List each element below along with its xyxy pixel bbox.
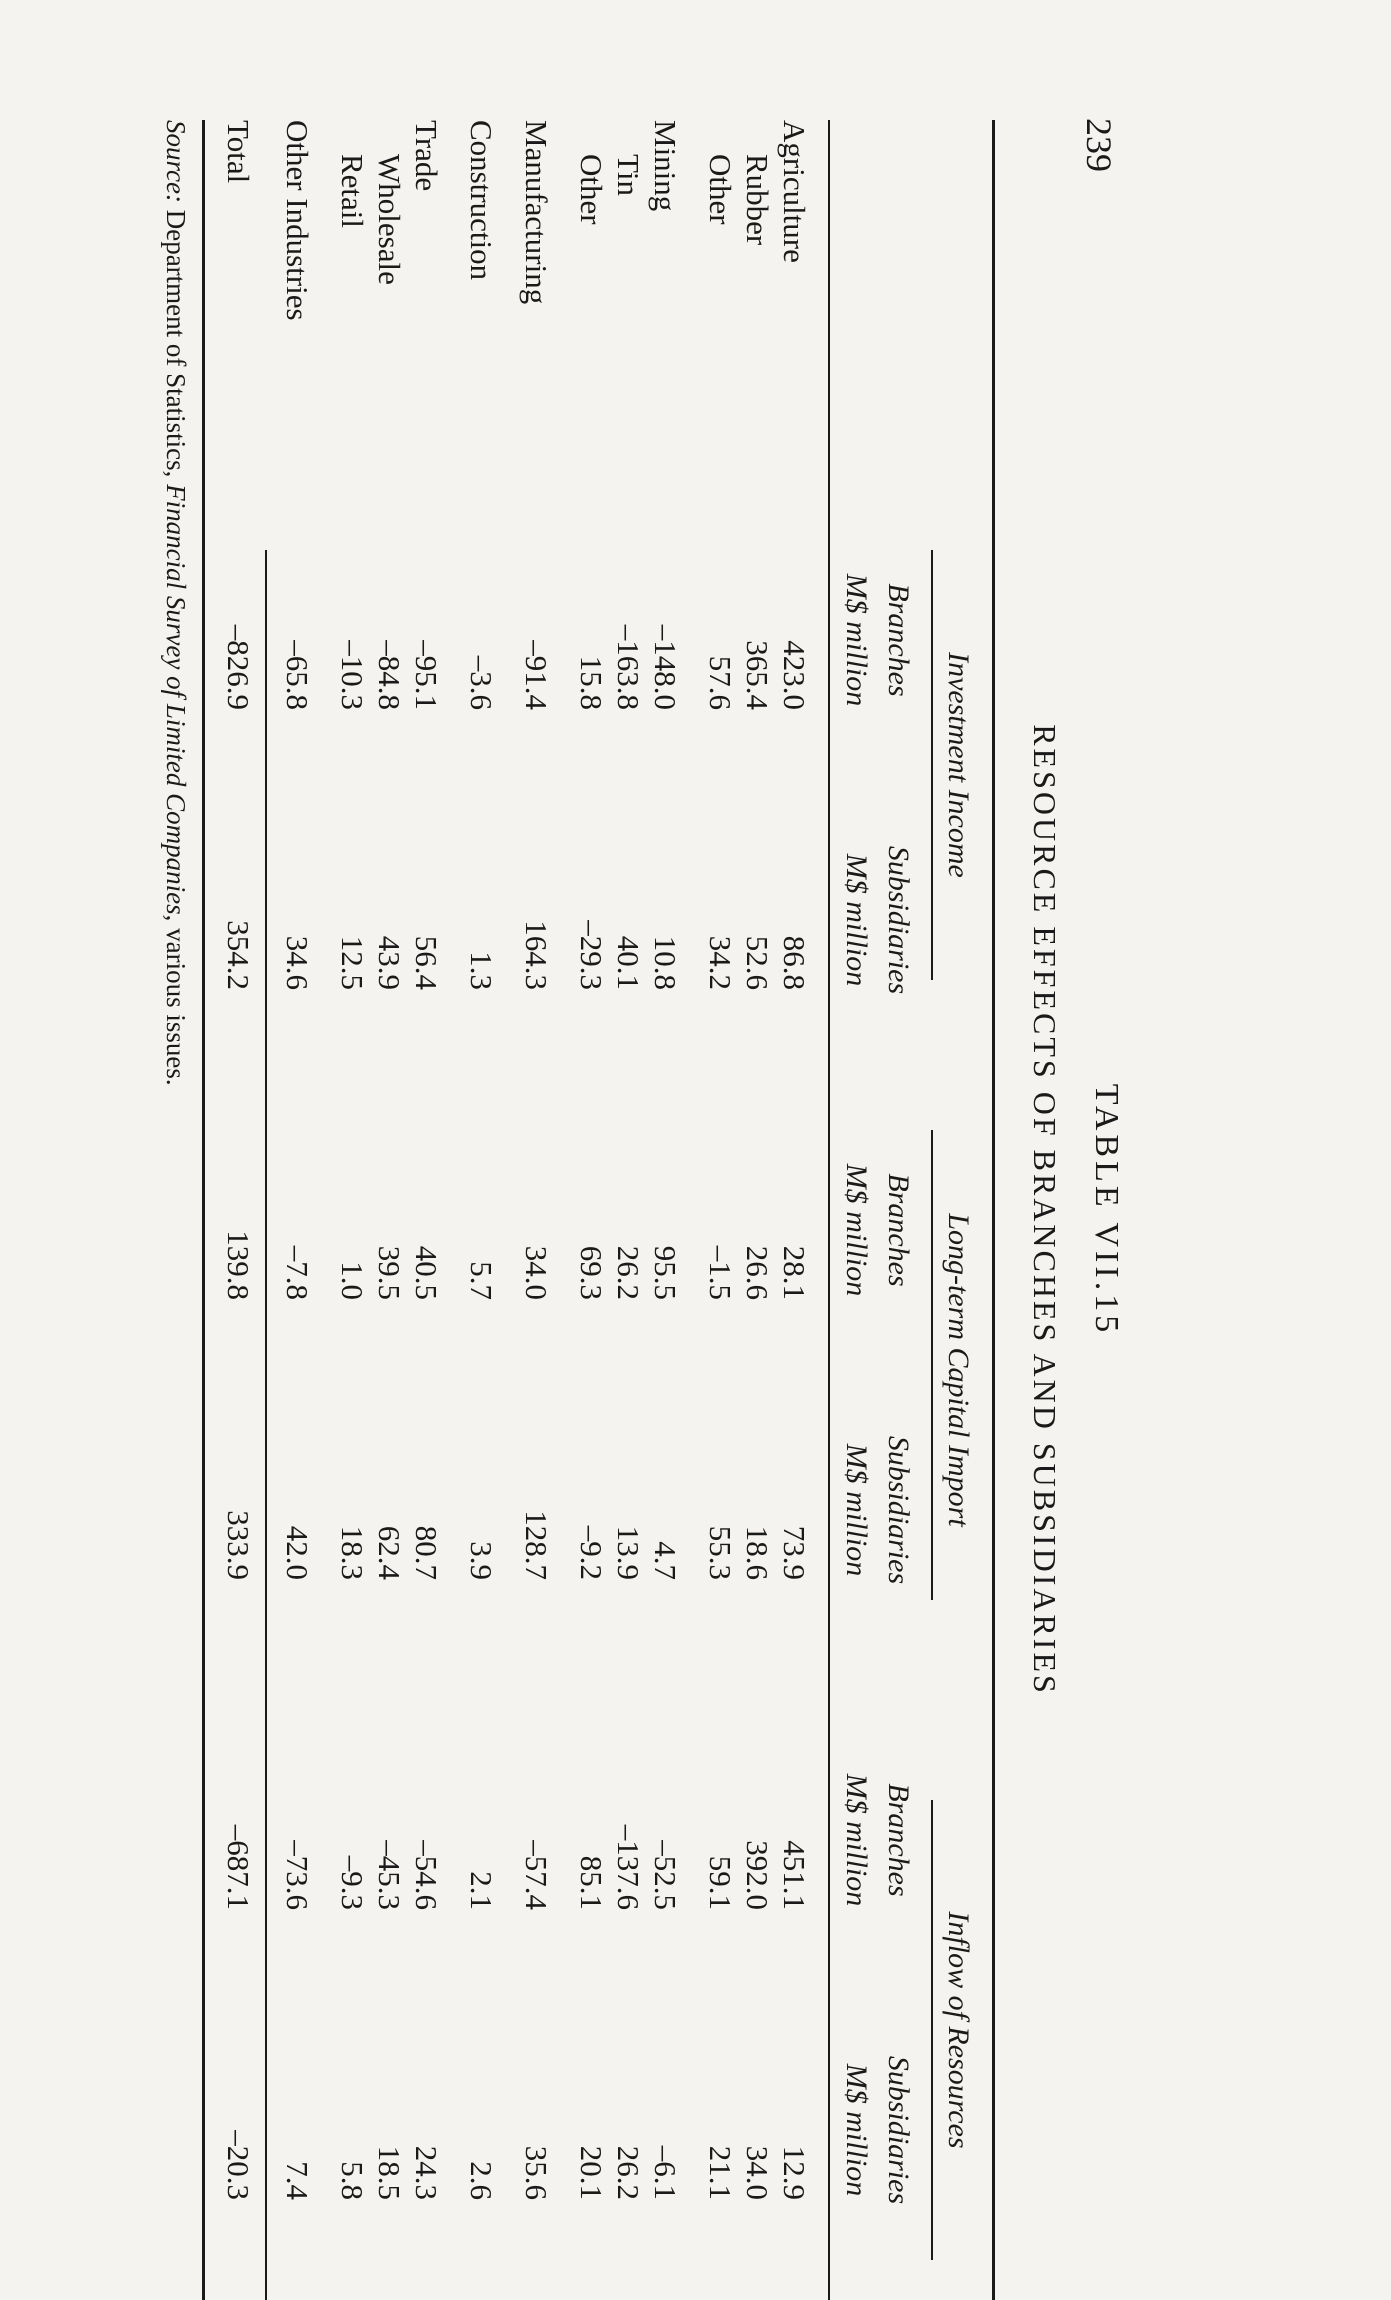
cell-value: 80.7 xyxy=(409,1525,444,1580)
cell-value: 21.1 xyxy=(703,2145,738,2200)
cell-value: –9.3 xyxy=(335,1855,370,1910)
cell-value: 52.6 xyxy=(740,935,775,990)
cell-value: 26.6 xyxy=(740,1245,775,1300)
cell-value: –84.8 xyxy=(372,640,407,710)
cell-value: –148.0 xyxy=(648,624,683,710)
row-label: Manufacturing xyxy=(519,120,554,305)
cell-value: 20.1 xyxy=(574,2145,609,2200)
subheader-unit-6: M$ million xyxy=(840,2063,873,2197)
subheader-type-4: Subsidiaries xyxy=(882,1435,915,1585)
subheader-unit-4: M$ million xyxy=(840,1443,873,1577)
subheader-unit-2: M$ million xyxy=(840,853,873,987)
cell-value: 7.4 xyxy=(280,2161,315,2200)
cell-value: 139.8 xyxy=(221,1230,256,1300)
cell-value: 1.0 xyxy=(335,1261,370,1300)
cell-value: 15.8 xyxy=(574,655,609,710)
row-label: Total xyxy=(221,120,256,184)
row-label: Rubber xyxy=(740,154,775,246)
group-rule-2 xyxy=(931,1130,933,1600)
table-row xyxy=(220,120,257,2300)
cell-value: 43.9 xyxy=(372,935,407,990)
cell-value: 56.4 xyxy=(409,935,444,990)
cell-value: 4.7 xyxy=(648,1541,683,1580)
cell-value: 34.0 xyxy=(740,2145,775,2200)
cell-value: 18.5 xyxy=(372,2145,407,2200)
cell-value: 10.8 xyxy=(648,935,683,990)
table-row xyxy=(279,120,316,2300)
cell-value: 34.6 xyxy=(280,935,315,990)
cell-value: 55.3 xyxy=(703,1525,738,1580)
cell-value: 5.7 xyxy=(464,1261,499,1300)
bottom-rule xyxy=(202,120,205,2300)
cell-value: 18.3 xyxy=(335,1525,370,1580)
row-label: Agriculture xyxy=(777,120,812,263)
table-row xyxy=(573,120,610,2300)
group-rule-3 xyxy=(931,1800,933,2260)
row-label: Other Industries xyxy=(280,120,315,321)
cell-value: –6.1 xyxy=(648,2145,683,2200)
cell-value: –10.3 xyxy=(335,640,370,710)
table-row xyxy=(371,120,408,2300)
group-header-capital-import: Long-term Capital Import xyxy=(942,1213,975,1527)
subheader-type-5: Branches xyxy=(882,1783,915,1897)
cell-value: –95.1 xyxy=(409,640,444,710)
source-publication: Financial Survey of Limited Companies xyxy=(161,484,191,915)
cell-value: –137.6 xyxy=(611,1824,646,1910)
cell-value: –687.1 xyxy=(221,1824,256,1910)
top-rule xyxy=(992,120,995,2300)
cell-value: 128.7 xyxy=(519,1510,554,1580)
cell-value: –7.8 xyxy=(280,1245,315,1300)
row-label: Wholesale xyxy=(372,154,407,285)
cell-value: –1.5 xyxy=(703,1245,738,1300)
cell-value: 1.3 xyxy=(464,951,499,990)
cell-value: 392.0 xyxy=(740,1840,775,1910)
table-number: TABLE VII.15 xyxy=(1088,1083,1125,1337)
subheader-type-6: Subsidiaries xyxy=(882,2055,915,2205)
cell-value: –29.3 xyxy=(574,920,609,990)
table-row xyxy=(610,120,647,2300)
table-row xyxy=(334,120,371,2300)
subheader-unit-1: M$ million xyxy=(840,573,873,707)
group-header-investment-income: Investment Income xyxy=(942,652,975,878)
page-number: 239 xyxy=(1079,118,1119,172)
cell-value: 26.2 xyxy=(611,1245,646,1300)
table-row xyxy=(739,120,776,2300)
cell-value: 2.1 xyxy=(464,1871,499,1910)
table-row xyxy=(776,120,813,2300)
row-label: Trade xyxy=(409,120,444,192)
cell-value: 69.3 xyxy=(574,1245,609,1300)
cell-value: 13.9 xyxy=(611,1525,646,1580)
rotated-table xyxy=(45,120,1165,2300)
cell-value: –20.3 xyxy=(221,2130,256,2200)
cell-value: –9.2 xyxy=(574,1525,609,1580)
cell-value: 3.9 xyxy=(464,1541,499,1580)
cell-value: 62.4 xyxy=(372,1525,407,1580)
cell-value: –54.6 xyxy=(409,1840,444,1910)
cell-value: 39.5 xyxy=(372,1245,407,1300)
cell-value: –65.8 xyxy=(280,640,315,710)
table-title: RESOURCE EFFECTS OF BRANCHES AND SUBSIDIARIES xyxy=(1027,724,1063,1696)
cell-value: 34.0 xyxy=(519,1245,554,1300)
subheader-unit-5: M$ million xyxy=(840,1773,873,1907)
table-row xyxy=(518,120,555,2300)
group-header-inflow-of-resources: Inflow of Resources xyxy=(942,1911,975,2149)
table-source-note xyxy=(160,120,191,1086)
group-rule-1 xyxy=(931,550,933,980)
cell-value: 354.2 xyxy=(221,920,256,990)
cell-value: 42.0 xyxy=(280,1525,315,1580)
cell-value: 40.5 xyxy=(409,1245,444,1300)
cell-value: –57.4 xyxy=(519,1840,554,1910)
cell-value: 12.5 xyxy=(335,935,370,990)
table-row xyxy=(408,120,445,2300)
subheader-type-2: Subsidiaries xyxy=(882,845,915,995)
source-suffix: , various issues. xyxy=(161,914,191,1086)
cell-value: 40.1 xyxy=(611,935,646,990)
cell-value: 423.0 xyxy=(777,640,812,710)
cell-value: 28.1 xyxy=(777,1245,812,1300)
cell-value: –163.8 xyxy=(611,624,646,710)
cell-value: –52.5 xyxy=(648,1840,683,1910)
cell-value: –73.6 xyxy=(280,1840,315,1910)
source-label: Source: xyxy=(161,120,191,203)
source-agency: Department of Statistics, xyxy=(161,202,191,485)
row-label: Retail xyxy=(335,154,370,229)
cell-value: –45.3 xyxy=(372,1840,407,1910)
subheader-unit-3: M$ million xyxy=(840,1163,873,1297)
row-label: Other xyxy=(574,154,609,225)
table-row xyxy=(647,120,684,2300)
header-rule xyxy=(828,120,830,2300)
cell-value: –3.6 xyxy=(464,655,499,710)
row-label: Tin xyxy=(611,154,646,196)
table-row xyxy=(702,120,739,2300)
cell-value: 164.3 xyxy=(519,920,554,990)
cell-value: 57.6 xyxy=(703,655,738,710)
cell-value: 86.8 xyxy=(777,935,812,990)
subheader-type-3: Branches xyxy=(882,1173,915,1287)
total-rule xyxy=(265,550,267,2300)
row-label: Other xyxy=(703,154,738,225)
subheader-type-1: Branches xyxy=(882,583,915,697)
cell-value: 35.6 xyxy=(519,2145,554,2200)
cell-value: 333.9 xyxy=(221,1510,256,1580)
cell-value: 85.1 xyxy=(574,1855,609,1910)
cell-value: 34.2 xyxy=(703,935,738,990)
table-row xyxy=(463,120,500,2300)
row-label: Mining xyxy=(648,120,683,212)
cell-value: 95.5 xyxy=(648,1245,683,1300)
cell-value: 18.6 xyxy=(740,1525,775,1580)
cell-value: 2.6 xyxy=(464,2161,499,2200)
cell-value: 26.2 xyxy=(611,2145,646,2200)
cell-value: 12.9 xyxy=(777,2145,812,2200)
cell-value: 24.3 xyxy=(409,2145,444,2200)
cell-value: –91.4 xyxy=(519,640,554,710)
cell-value: 59.1 xyxy=(703,1855,738,1910)
table-caption xyxy=(1017,120,1165,2300)
cell-value: 73.9 xyxy=(777,1525,812,1580)
cell-value: 451.1 xyxy=(777,1840,812,1910)
cell-value: 5.8 xyxy=(335,2161,370,2200)
cell-value: 365.4 xyxy=(740,640,775,710)
cell-value: –826.9 xyxy=(221,624,256,710)
row-label: Construction xyxy=(464,120,499,281)
